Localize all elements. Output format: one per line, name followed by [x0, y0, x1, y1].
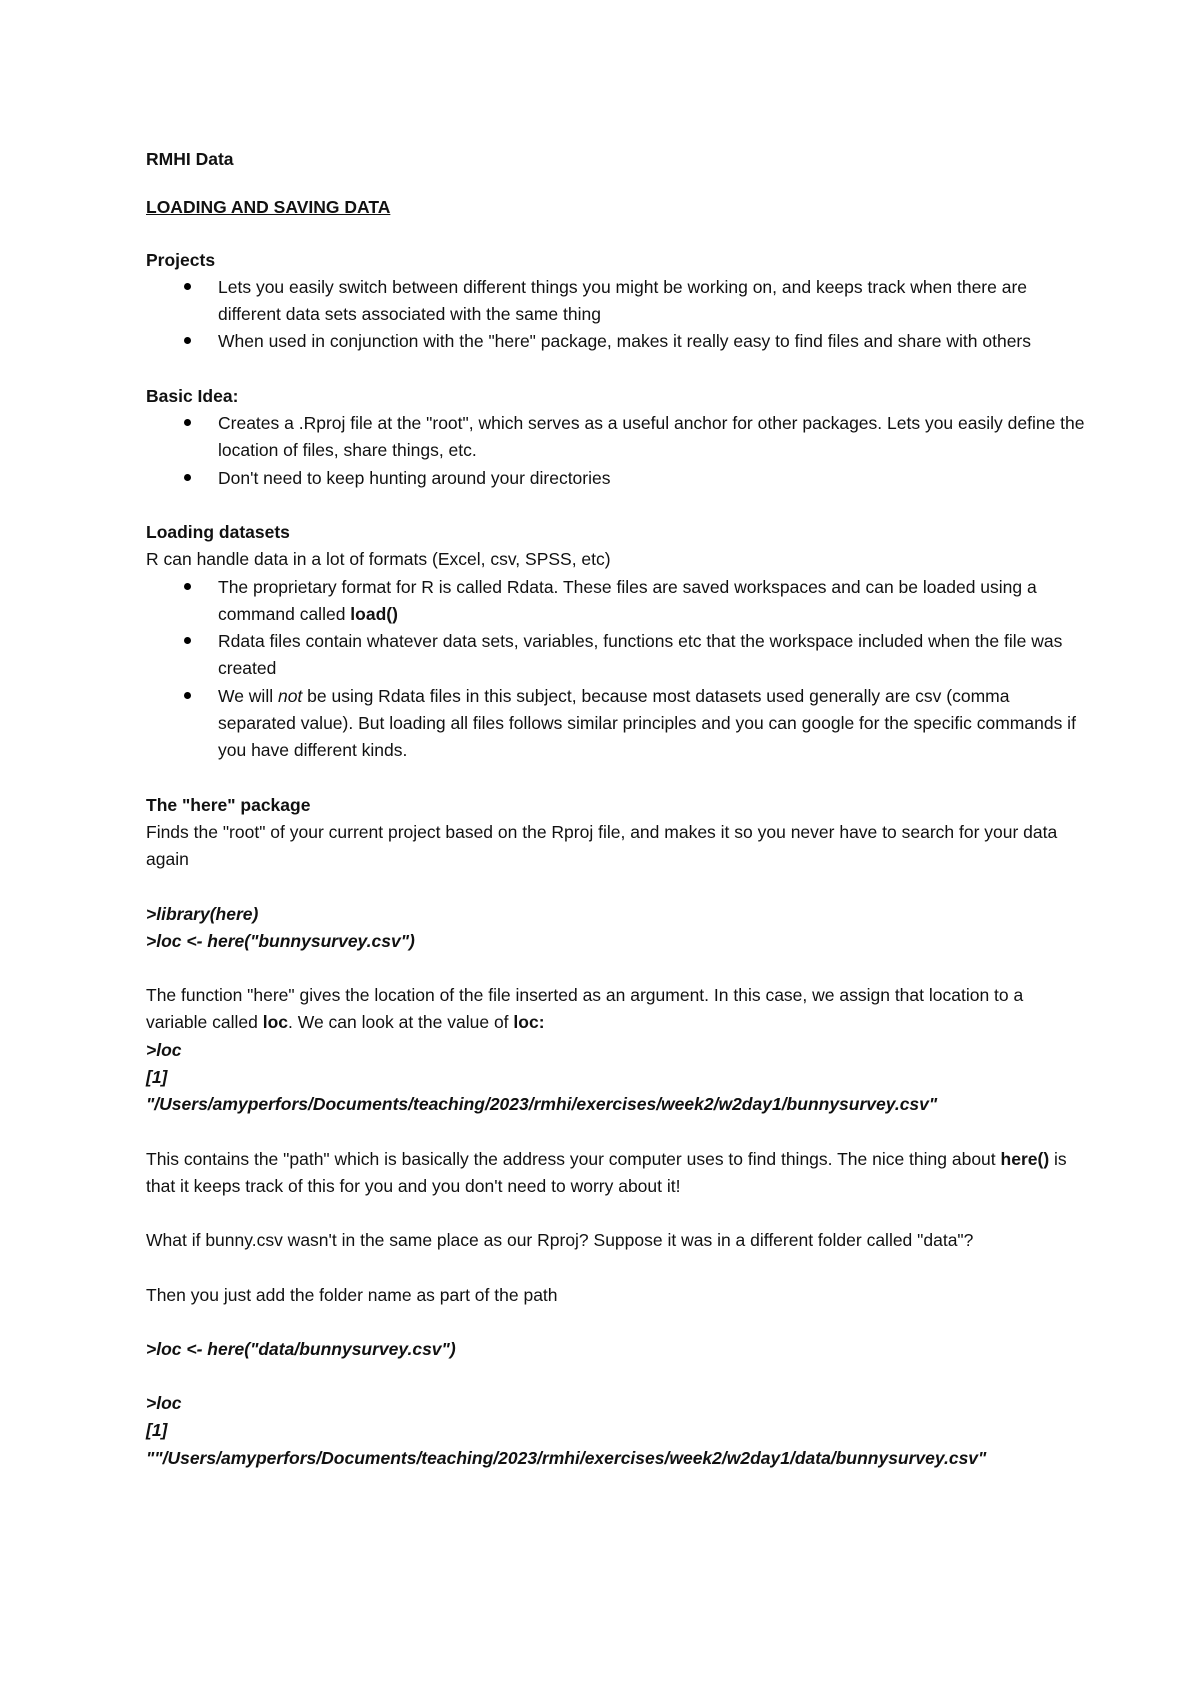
basic-idea-list: [146, 410, 1086, 492]
bullet-icon: [184, 283, 191, 290]
path-explanation: This contains the "path" which is basically the address your computer uses to find things. The nice thing about here() is that it keeps track of this for you and you don't need to worry about it!: [146, 1148, 1067, 1196]
bullet-icon: [184, 419, 191, 426]
bullet-icon: [184, 337, 191, 344]
code-output-path: "/Users/amyperfors/Documents/teaching/2023/rmhi/exercises/week2/w2day1/bunnysurvey.csv": [146, 1094, 938, 1115]
section-title: LOADING AND SAVING DATA: [146, 197, 391, 218]
code-line: >loc: [146, 1393, 182, 1414]
code-line: >loc: [146, 1039, 182, 1060]
loading-intro: R can handle data in a lot of formats (Excel, csv, SPSS, etc): [146, 549, 611, 570]
list-item: The proprietary format for R is called Rdata. These files are saved workspaces and can be loaded using a command called load(): [146, 574, 1086, 629]
bullet-icon: [184, 637, 191, 644]
document-page: [146, 146, 1086, 1472]
list-item: We will not be using Rdata files in this subject, because most datasets used generally are csv (comma separated value). But loading all files follows similar principles and you can google for the specific commands if you have different kinds.: [146, 683, 1086, 765]
list-item: When used in conjunction with the "here" package, makes it really easy to find files and share with others: [146, 328, 1086, 355]
projects-heading: Projects: [146, 249, 216, 270]
list-item: Lets you easily switch between different things you might be working on, and keeps track when there are different data sets associated with the same thing: [146, 274, 1086, 329]
list-item: Don't need to keep hunting around your directories: [146, 465, 1086, 492]
code-line: >loc <- here("data/bunnysurvey.csv"): [146, 1338, 456, 1359]
code-line: [1]: [146, 1420, 168, 1441]
loading-list: [146, 574, 1086, 765]
what-if-paragraph: What if bunny.csv wasn't in the same place as our Rproj? Suppose it was in a different folder called "data"?: [146, 1230, 974, 1251]
bullet-icon: [184, 692, 191, 699]
here-description: Finds the "root" of your current project based on the Rproj file, and makes it so you never have to search for your data again: [146, 821, 1058, 870]
bullet-icon: [184, 474, 191, 481]
projects-list: [146, 274, 1086, 356]
loading-heading: Loading datasets: [146, 521, 290, 542]
bullet-icon: [184, 583, 191, 590]
code-line: >library(here): [146, 903, 259, 924]
here-heading: The "here" package: [146, 794, 311, 815]
here-explanation: The function "here" gives the location of the file inserted as an argument. In this case, we assign that location to a variable called loc. We can look at the value of loc:: [146, 985, 1024, 1033]
code-output-path: ""/Users/amyperfors/Documents/teaching/2023/rmhi/exercises/week2/w2day1/data/bunnysurvey.csv": [146, 1447, 987, 1468]
list-item: Creates a .Rproj file at the "root", which serves as a useful anchor for other packages. Lets you easily define the location of files, share things, etc.: [146, 410, 1086, 465]
list-item: Rdata files contain whatever data sets, variables, functions etc that the workspace included when the file was created: [146, 628, 1086, 683]
document-title: RMHI Data: [146, 149, 234, 169]
code-line: [1]: [146, 1067, 168, 1088]
code-line: >loc <- here("bunnysurvey.csv"): [146, 930, 415, 951]
basic-idea-heading: Basic Idea:: [146, 385, 239, 406]
then-paragraph: Then you just add the folder name as part of the path: [146, 1284, 558, 1305]
